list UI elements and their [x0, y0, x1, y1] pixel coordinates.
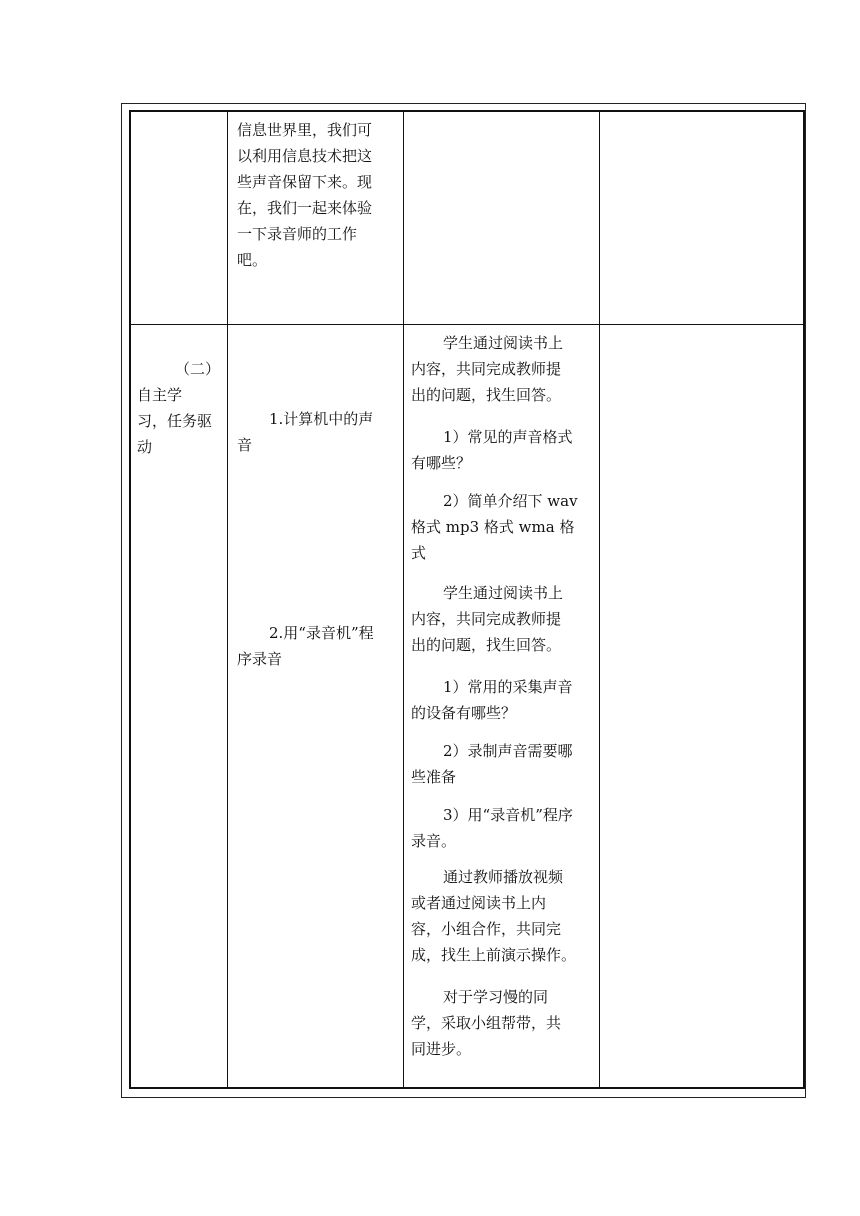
- column-divider-2: [403, 110, 404, 1089]
- column-divider-3: [599, 110, 600, 1089]
- row2-col3-para-6: 2）录制声音需要哪 些准备: [411, 742, 573, 786]
- row2-col3-para-3: 2）简单介绍下 wav 格式 mp3 格式 wma 格 式: [411, 492, 578, 562]
- row2-col3-para-8: 通过教师播放视频 或者通过阅读书上内 容，小组合作，共同完 成，找生上前演示操作。: [411, 868, 577, 964]
- row-divider: [129, 324, 805, 325]
- row2-col3-para-5: 1）常用的采集声音 的设备有哪些？: [411, 678, 573, 722]
- row1-col2-text: 信息世界里，我们可 以利用信息技术把这 些声音保留下来。现 在，我们一起来体验 一下录音师的工作 吧。: [237, 121, 373, 269]
- column-divider-1: [227, 110, 228, 1089]
- row2-col2-item-1: 1.计算机中的声 音: [237, 410, 374, 454]
- row2-col3-para-1: 学生通过阅读书上 内容，共同完成教师提 出的问题，找生回答。: [411, 334, 564, 404]
- section-title-text: （二） 自主学 习，任务驱 动: [137, 360, 221, 456]
- row2-col3-para-4: 学生通过阅读书上 内容，共同完成教师提 出的问题，找生回答。: [411, 584, 564, 654]
- row2-col3-para-7: 3）用“录音机”程序 录音。: [411, 806, 573, 850]
- row2-col1-section-title: [137, 330, 225, 486]
- row2-col3-para-2: 1）常见的声音格式 有哪些？: [411, 428, 573, 472]
- row2-col3-para-9: 对于学习慢的同 学，采取小组帮带，共 同进步。: [411, 988, 562, 1058]
- row2-col2-item-2: 2.用“录音机”程 序录音: [237, 624, 374, 668]
